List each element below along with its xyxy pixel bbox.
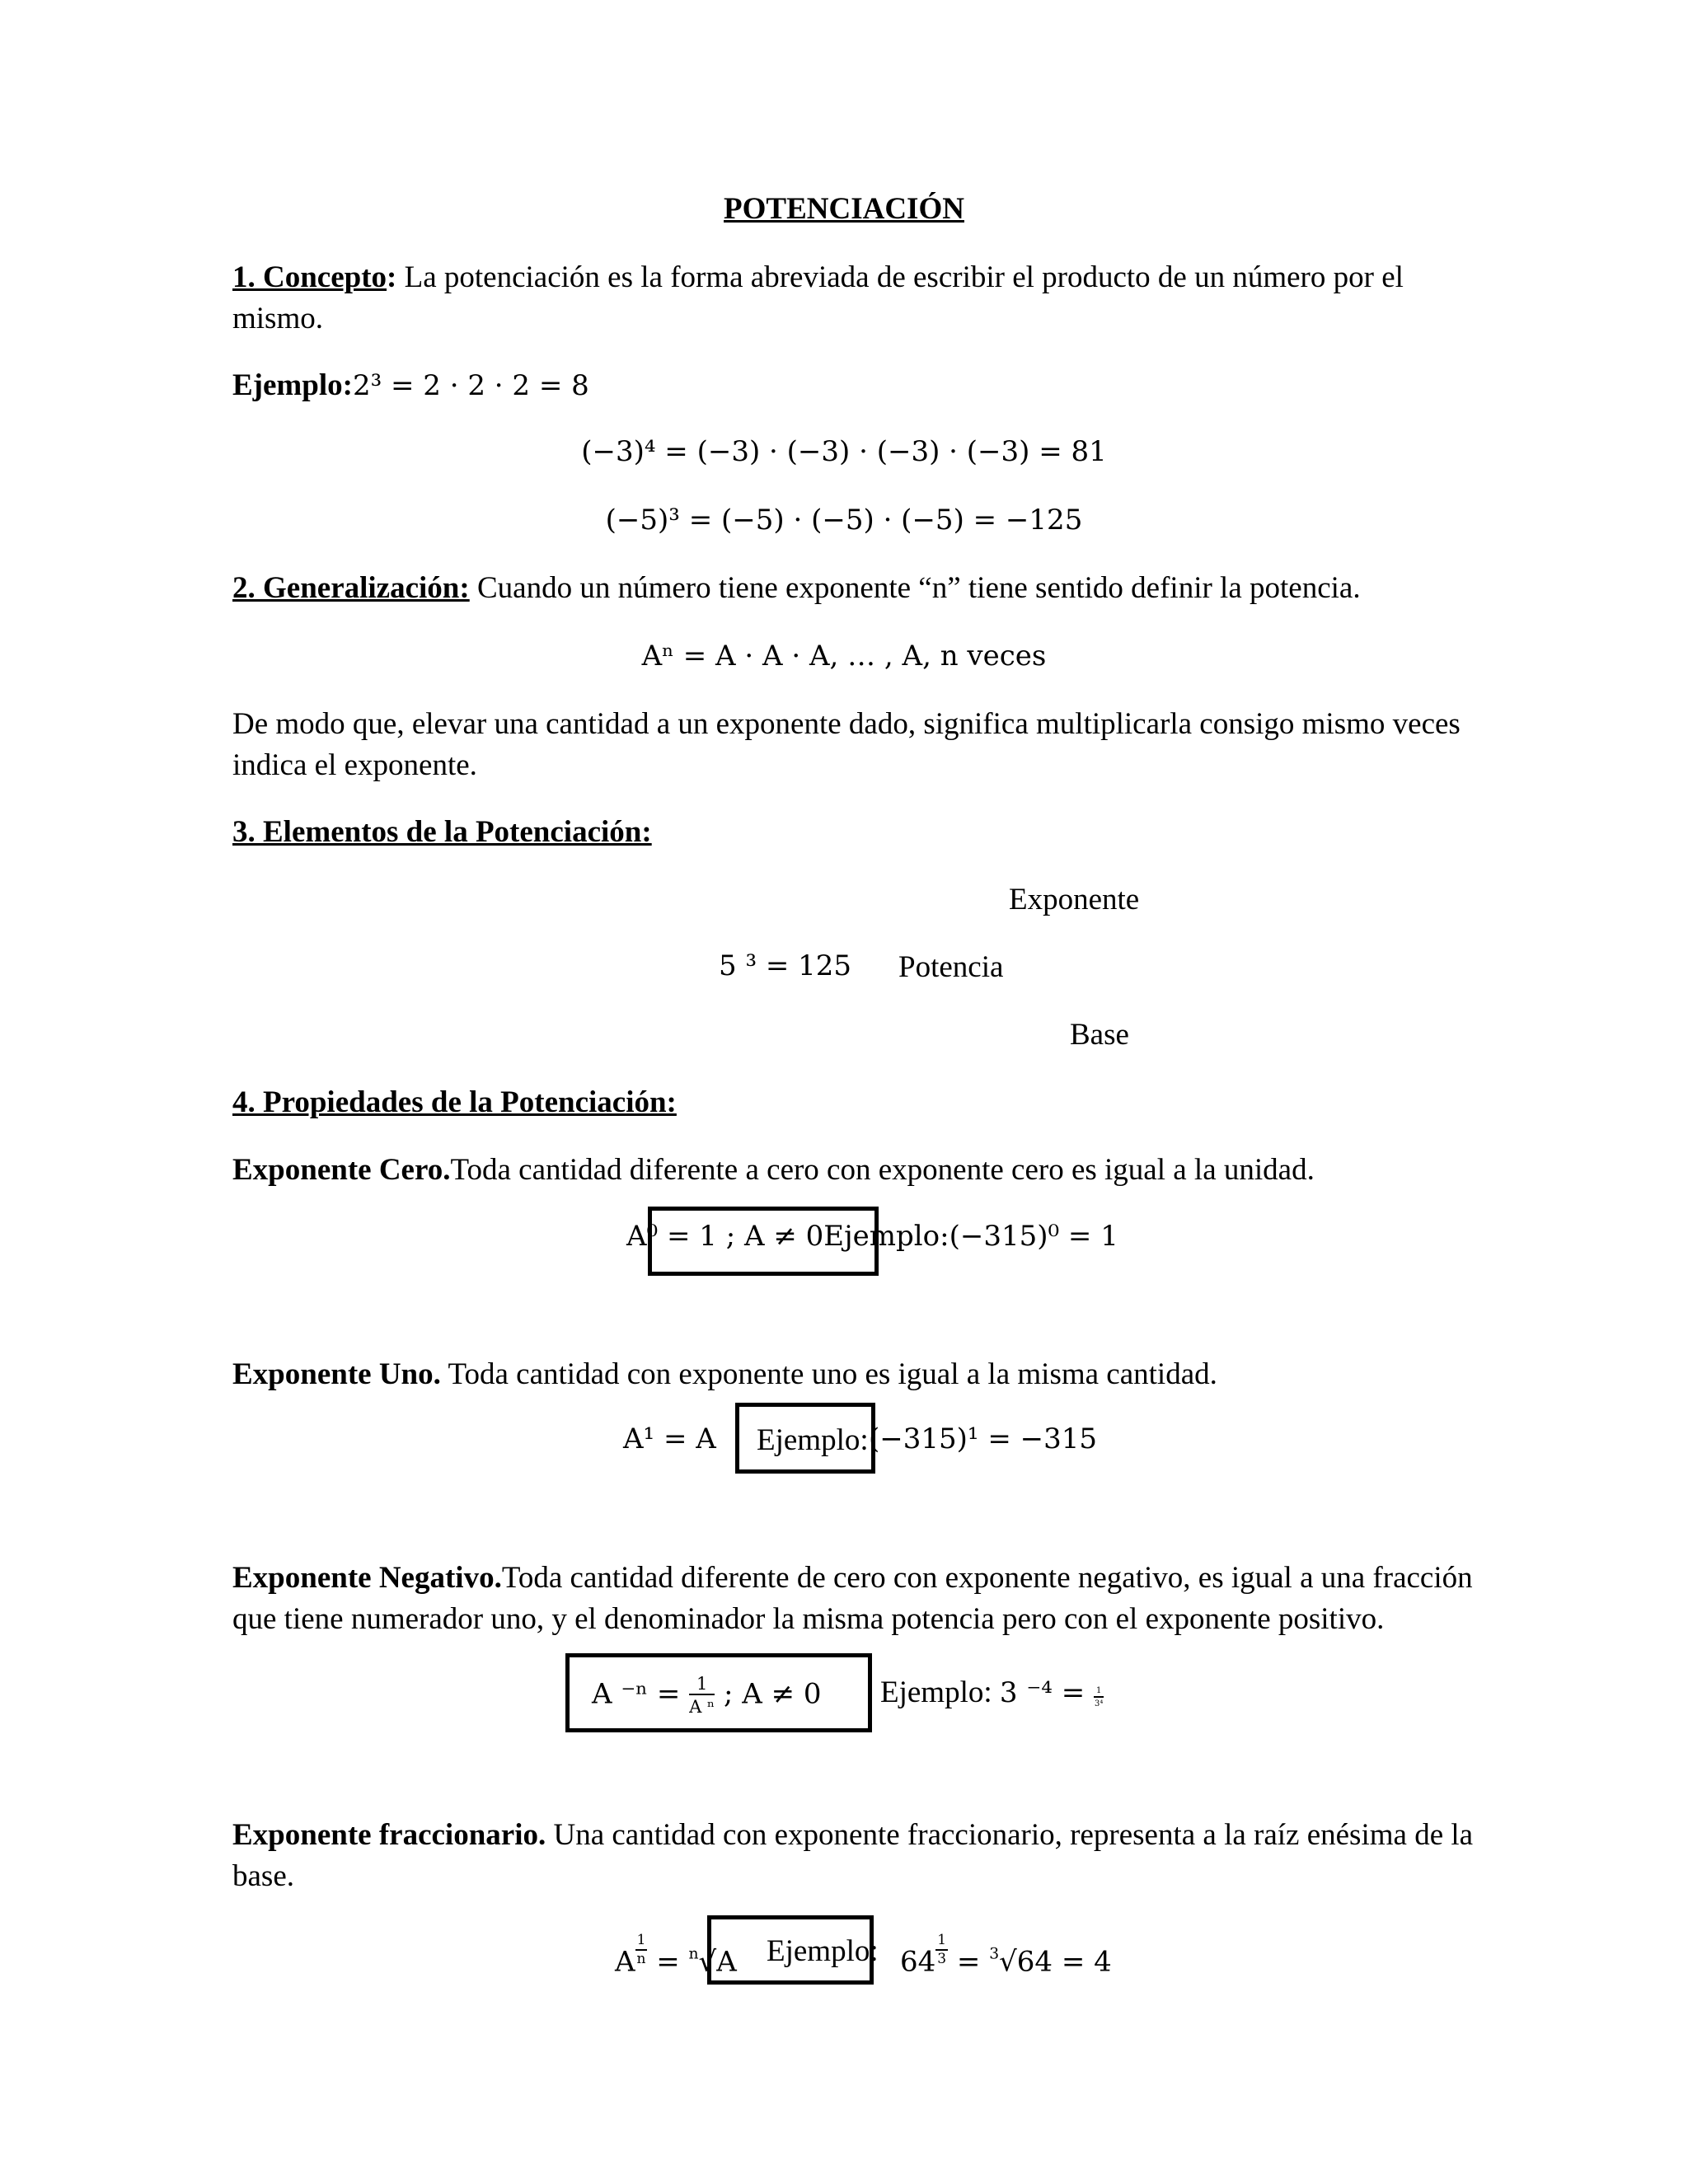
uno-label: Exponente Uno. [232, 1357, 441, 1391]
fraccionario-paragraph [232, 1815, 1485, 1897]
generalizacion-paragraph: De modo que, elevar una cantidad a un exponente dado, significa multiplicarla consigo mismo veces indica el exponente. [232, 707, 1461, 782]
negativo-ex-lhs: 3 ⁻⁴ = [999, 1676, 1095, 1709]
label-exponente: Exponente [1009, 883, 1140, 916]
negativo-num: 1 [689, 1675, 715, 1695]
frac-ex-exponent [935, 1933, 948, 1966]
negativo-text: Toda cantidad diferente de cero con exponente negativo, es igual a una fracción que tiene numerador uno, y el denominador la misma potencia pero con el exponente positivo. [232, 1561, 1473, 1636]
negativo-lhs: A ⁻ⁿ = [592, 1677, 690, 1711]
fraccionario-ex-label: Ejemplo: [767, 1934, 879, 1968]
uno-text: Toda cantidad con exponente uno es igual a la misma cantidad. [440, 1357, 1217, 1391]
example-line-1 [232, 368, 589, 404]
frac-base: A [615, 1945, 635, 1979]
negativo-ex-num: 1 [1094, 1687, 1104, 1699]
negativo-label: Exponente Negativo. [232, 1561, 502, 1595]
frac-ex-root: √64 = 4 [999, 1945, 1112, 1979]
negativo-fraction [689, 1673, 715, 1718]
generalizacion-line [232, 570, 1361, 607]
uno-formula-mid: Ejemplo: [757, 1423, 869, 1457]
generalizacion-heading: 2. Generalización: [232, 571, 470, 605]
example-formula-1: 2³ = 2 · 2 · 2 = 8 [352, 369, 589, 402]
negativo-ex-den: 3⁴ [1095, 1699, 1104, 1709]
elementos-expression: 5 ³ = 125 [719, 949, 852, 982]
frac-exp-num: 1 [635, 1933, 648, 1951]
fraccionario-formula [615, 1933, 737, 1979]
example-formula-3: (−5)³ = (−5) · (−5) · (−5) = −125 [605, 504, 1083, 537]
example-formula-2: (−3)⁴ = (−3) · (−3) · (−3) · (−3) = 81 [581, 435, 1107, 468]
concepto-text: La potenciación es la forma abreviada de escribir el producto de un número por el mismo. [232, 260, 1404, 335]
fraccionario-text: Una cantidad con exponente fraccionario, representa a la raíz enésima de la base. [232, 1818, 1474, 1893]
negativo-formula [592, 1673, 822, 1718]
fraccionario-example [900, 1933, 1112, 1979]
elementos-heading: 3. Elementos de la Potenciación: [232, 815, 652, 849]
frac-ex-eq: = [948, 1945, 990, 1979]
label-potencia: Potencia [898, 950, 1004, 984]
example-label: Ejemplo: [232, 368, 353, 402]
negativo-paragraph [232, 1558, 1485, 1640]
generalizacion-formula: Aⁿ = A · A · A, … , A, n veces [641, 640, 1047, 673]
frac-ex-root-index: 3 [989, 1945, 1000, 1963]
negativo-example [880, 1675, 1104, 1711]
concepto-paragraph: 1. Concepto: La potenciación es la forma abreviada de escribir el producto de un número por el mismo. [232, 260, 1404, 335]
negativo-ex-label: Ejemplo: [880, 1675, 1000, 1709]
generalizacion-text: Cuando un número tiene exponente “n” tiene sentido definir la potencia. [469, 571, 1361, 605]
negativo-cond: ; A ≠ 0 [715, 1677, 822, 1711]
negativo-den: A ⁿ [689, 1696, 715, 1718]
frac-ex-base: 64 [900, 1945, 936, 1979]
page-title: POTENCIACIÓN [724, 192, 964, 226]
propiedades-heading: 4. Propiedades de la Potenciación: [232, 1085, 677, 1119]
concepto-heading: 1. Concepto [232, 260, 387, 294]
fraccionario-label: Exponente fraccionario. [232, 1818, 546, 1852]
frac-exponent [635, 1933, 648, 1966]
frac-ex-exp-num: 1 [935, 1933, 948, 1951]
cero-line [232, 1152, 1315, 1188]
frac-eq: = [647, 1945, 689, 1979]
frac-exp-den: n [636, 1951, 646, 1967]
negativo-ex-fraction [1094, 1687, 1104, 1709]
uno-line [232, 1357, 1217, 1393]
frac-root-index: n [688, 1945, 699, 1963]
frac-ex-exp-den: 3 [937, 1951, 947, 1967]
frac-root: √A [698, 1945, 737, 1979]
uno-formula-left: A¹ = A [623, 1422, 716, 1455]
cero-formula: A⁰ = 1 ; A ≠ 0Ejemplo:(−315)⁰ = 1 [626, 1220, 1118, 1253]
cero-text: Toda cantidad diferente a cero con exponente cero es igual a la unidad. [450, 1153, 1315, 1187]
cero-label: Exponente Cero. [232, 1153, 451, 1187]
uno-formula-right: (−315)¹ = −315 [869, 1422, 1098, 1455]
label-base: Base [1070, 1018, 1129, 1052]
elementos-heading-wrap [232, 814, 652, 851]
propiedades-heading-wrap [232, 1085, 677, 1121]
